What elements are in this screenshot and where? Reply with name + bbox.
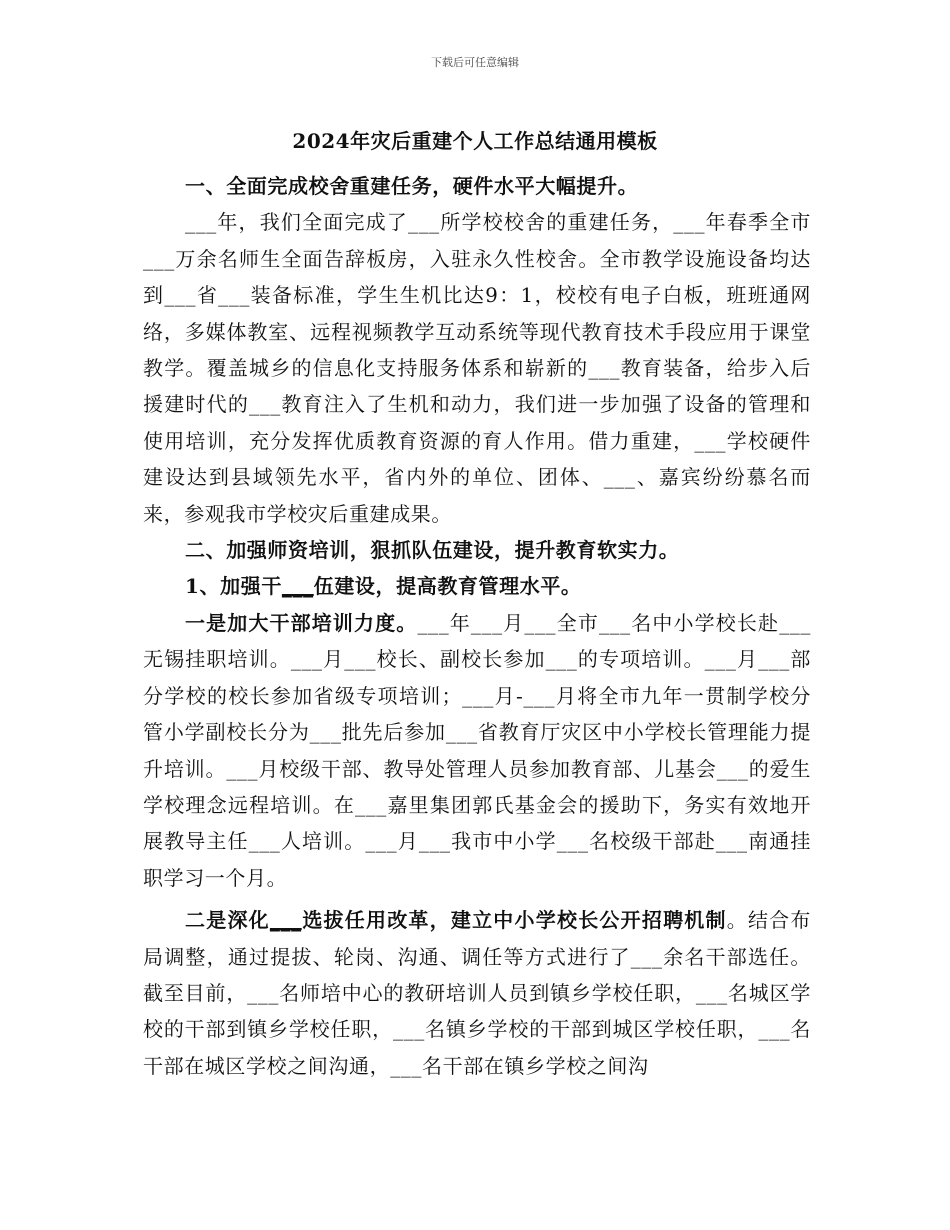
- paragraph-lead-start: 二是深化: [185, 908, 270, 933]
- subheading-suffix: 伍建设，提高教育管理水平。: [313, 574, 582, 599]
- paragraph-lead: 一是加大干部培训力度。: [185, 610, 418, 635]
- section-1-heading: 一、全面完成校舍重建任务，硬件水平大幅提升。: [185, 174, 639, 198]
- page-title: 2024年灾后重建个人工作总结通用模板: [292, 129, 658, 153]
- paragraph-text: ___年___月___全市___名中小学校长赴___无锡挂职培训。___月___校长、副校长参加___的专项培训。___月___部分学校的校长参加省级专项培训；___月-___月将全市九年一贯制学校分管小学副校长分为___批先后参加___省教育厅灾区中小学校长管理能力提升培训。___月校级干部、教导处管理人员参加教育部、儿基会___的爱生学校理念远程培训。在___嘉里集团郭氏基金会的援助下，务实有效地开展教导主任___人培训。___月___我市中小学___名校级干部赴___南通挂职学习一个月。: [143, 610, 811, 890]
- paragraph-text: 。结合布局调整，通过提拔、轮岗、沟通、调任等方式进行了___余名干部选任。截至目前，___名师培中心的教研培训人员到镇乡学校任职，___名城区学校的干部到镇乡学校任职，___名镇乡学校的干部到城区学校任职，___名干部在城区学校之间沟通，___名干部在镇乡学校之间沟: [143, 908, 811, 1078]
- document-body: [143, 168, 811, 1084]
- paragraph-cadre-training: [143, 605, 811, 896]
- section-2-subheading-1: [143, 568, 811, 604]
- paragraph-selection-reform: [143, 902, 811, 1084]
- header-note: 下载后可任意编辑: [431, 56, 519, 69]
- subheading-prefix: 1、加强干: [185, 574, 282, 599]
- paragraph-lead-blank: ___: [269, 908, 302, 933]
- section-1-paragraph: ___年，我们全面完成了___所学校校舍的重建任务，___年春季全市___万余名师生全面告辞板房，入驻永久性校舍。全市教学设施设备均达到___省___装备标准，学生生机比达9：1，校校有电子白板，班班通网络，多媒体教室、远程视频教学互动系统等现代教育技术手段应用于课堂教学。覆盖城乡的信息化支持服务体系和崭新的___教育装备，给步入后援建时代的___教育注入了生机和动力，我们进一步加强了设备的管理和使用培训，充分发挥优质教育资源的育人作用。借力重建，___学校硬件建设达到县域领先水平，省内外的单位、团体、___、嘉宾纷纷慕名而来，参观我市学校灾后重建成果。: [143, 210, 811, 526]
- subheading-blank: ___: [281, 574, 314, 599]
- section-2-heading: 二、加强师资培训，狠抓队伍建设，提升教育软实力。: [185, 538, 680, 563]
- paragraph-lead-end: 选拔任用改革，建立中小学校长公开招聘机制: [301, 908, 727, 933]
